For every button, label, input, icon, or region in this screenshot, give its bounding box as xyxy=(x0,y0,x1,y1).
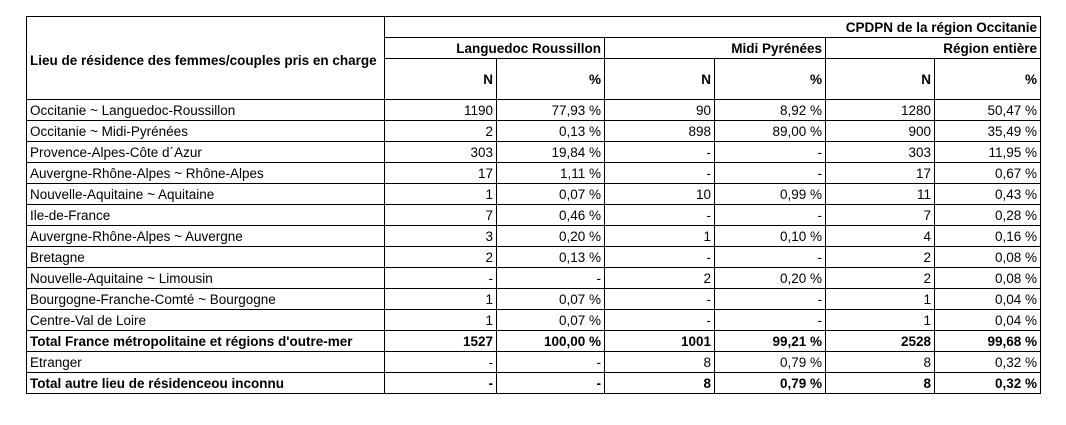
cell-lr-pct: 0,07 % xyxy=(497,310,605,331)
cell-lr-n: 2 xyxy=(385,121,497,142)
cell-lr-n: 1527 xyxy=(385,331,497,352)
cell-lr-n: 2 xyxy=(385,247,497,268)
group-header-lr: Languedoc Roussillon xyxy=(385,38,605,59)
table-row xyxy=(27,226,1041,247)
cell-lr-pct: 1,11 % xyxy=(497,163,605,184)
cell-lr-pct: 0,07 % xyxy=(497,289,605,310)
row-label: Bourgogne-Franche-Comté ~ Bourgogne xyxy=(27,289,385,310)
cell-re-pct: 99,68 % xyxy=(935,331,1041,352)
cell-re-pct: 50,47 % xyxy=(935,100,1041,121)
cell-re-n: 4 xyxy=(826,226,935,247)
cell-lr-n: - xyxy=(385,352,497,373)
cell-lr-pct: 0,46 % xyxy=(497,205,605,226)
table-row xyxy=(27,205,1041,226)
super-header: CPDPN de la région Occitanie xyxy=(385,17,1041,38)
cell-mp-n: 8 xyxy=(605,373,715,394)
residence-table xyxy=(26,16,1041,394)
cell-mp-n: 1 xyxy=(605,226,715,247)
cell-mp-pct: 0,20 % xyxy=(715,268,826,289)
cell-re-n: 8 xyxy=(826,373,935,394)
row-label: Bretagne xyxy=(27,247,385,268)
row-label: Occitanie ~ Languedoc-Roussillon xyxy=(27,100,385,121)
cell-mp-n: 10 xyxy=(605,184,715,205)
cell-re-n: 2 xyxy=(826,247,935,268)
table-row xyxy=(27,100,1041,121)
cell-re-pct: 11,95 % xyxy=(935,142,1041,163)
cell-re-n: 1280 xyxy=(826,100,935,121)
cell-re-pct: 0,04 % xyxy=(935,310,1041,331)
row-label: Centre-Val de Loire xyxy=(27,310,385,331)
cell-re-n: 900 xyxy=(826,121,935,142)
cell-mp-n: - xyxy=(605,142,715,163)
cell-re-pct: 0,16 % xyxy=(935,226,1041,247)
table-row xyxy=(27,310,1041,331)
cell-lr-pct: 0,13 % xyxy=(497,121,605,142)
col-header-mp-n: N xyxy=(605,59,715,100)
cell-re-pct: 0,67 % xyxy=(935,163,1041,184)
cell-lr-n: 1190 xyxy=(385,100,497,121)
col-header-re-n: N xyxy=(826,59,935,100)
cell-mp-n: 2 xyxy=(605,268,715,289)
table-row xyxy=(27,289,1041,310)
cell-re-n: 2528 xyxy=(826,331,935,352)
group-header-mp: Midi Pyrénées xyxy=(605,38,826,59)
cell-lr-n: 3 xyxy=(385,226,497,247)
table-row xyxy=(27,247,1041,268)
col-header-lr-n: N xyxy=(385,59,497,100)
cell-re-n: 8 xyxy=(826,352,935,373)
cell-re-n: 11 xyxy=(826,184,935,205)
row-label: Occitanie ~ Midi-Pyrénées xyxy=(27,121,385,142)
cell-re-pct: 0,43 % xyxy=(935,184,1041,205)
group-header-re: Région entière xyxy=(826,38,1041,59)
cell-lr-n: 1 xyxy=(385,289,497,310)
cell-lr-n: - xyxy=(385,373,497,394)
cell-re-pct: 0,04 % xyxy=(935,289,1041,310)
cell-mp-pct: - xyxy=(715,205,826,226)
row-label: Provence-Alpes-Côte d´Azur xyxy=(27,142,385,163)
cell-mp-pct: 0,10 % xyxy=(715,226,826,247)
cell-lr-pct: - xyxy=(497,352,605,373)
cell-re-pct: 35,49 % xyxy=(935,121,1041,142)
cell-lr-pct: 0,20 % xyxy=(497,226,605,247)
table-total-row xyxy=(27,373,1041,394)
row-label: Nouvelle-Aquitaine ~ Limousin xyxy=(27,268,385,289)
row-header: Lieu de résidence des femmes/couples pris en charge xyxy=(27,17,385,100)
cell-re-n: 17 xyxy=(826,163,935,184)
cell-re-pct: 0,08 % xyxy=(935,268,1041,289)
cell-lr-pct: 19,84 % xyxy=(497,142,605,163)
row-label: Ile-de-France xyxy=(27,205,385,226)
cell-mp-n: - xyxy=(605,205,715,226)
cell-mp-pct: 0,79 % xyxy=(715,352,826,373)
cell-mp-pct: - xyxy=(715,310,826,331)
cell-re-pct: 0,32 % xyxy=(935,352,1041,373)
cell-mp-n: - xyxy=(605,163,715,184)
cell-re-pct: 0,08 % xyxy=(935,247,1041,268)
cell-mp-n: - xyxy=(605,247,715,268)
cell-lr-pct: - xyxy=(497,373,605,394)
cell-lr-pct: - xyxy=(497,268,605,289)
cell-mp-n: 898 xyxy=(605,121,715,142)
table-row xyxy=(27,352,1041,373)
cell-mp-n: 90 xyxy=(605,100,715,121)
cell-re-n: 2 xyxy=(826,268,935,289)
cell-lr-n: 1 xyxy=(385,184,497,205)
cell-mp-pct: - xyxy=(715,163,826,184)
cell-lr-pct: 77,93 % xyxy=(497,100,605,121)
cell-lr-pct: 0,13 % xyxy=(497,247,605,268)
cell-re-pct: 0,28 % xyxy=(935,205,1041,226)
cell-mp-pct: - xyxy=(715,247,826,268)
cell-re-pct: 0,32 % xyxy=(935,373,1041,394)
cell-mp-pct: 99,21 % xyxy=(715,331,826,352)
cell-re-n: 7 xyxy=(826,205,935,226)
row-label: Auvergne-Rhône-Alpes ~ Rhône-Alpes xyxy=(27,163,385,184)
cell-lr-pct: 0,07 % xyxy=(497,184,605,205)
cell-re-n: 1 xyxy=(826,289,935,310)
row-label: Etranger xyxy=(27,352,385,373)
row-label: Total France métropolitaine et régions d'outre-mer xyxy=(27,331,385,352)
table-row xyxy=(27,142,1041,163)
cell-mp-pct: 0,99 % xyxy=(715,184,826,205)
cell-mp-pct: 89,00 % xyxy=(715,121,826,142)
cell-mp-n: 1001 xyxy=(605,331,715,352)
table-row xyxy=(27,268,1041,289)
col-header-lr-pct: % xyxy=(497,59,605,100)
cell-mp-pct: - xyxy=(715,289,826,310)
row-label: Total autre lieu de résidenceou inconnu xyxy=(27,373,385,394)
cell-lr-n: 1 xyxy=(385,310,497,331)
table-row xyxy=(27,184,1041,205)
cell-re-n: 1 xyxy=(826,310,935,331)
row-label: Nouvelle-Aquitaine ~ Aquitaine xyxy=(27,184,385,205)
cell-lr-n: 17 xyxy=(385,163,497,184)
cell-mp-pct: 0,79 % xyxy=(715,373,826,394)
cell-mp-n: - xyxy=(605,310,715,331)
table-row xyxy=(27,121,1041,142)
table-total-row xyxy=(27,331,1041,352)
cell-lr-n: - xyxy=(385,268,497,289)
cell-mp-pct: - xyxy=(715,142,826,163)
cell-lr-pct: 100,00 % xyxy=(497,331,605,352)
cell-lr-n: 7 xyxy=(385,205,497,226)
cell-mp-pct: 8,92 % xyxy=(715,100,826,121)
row-label: Auvergne-Rhône-Alpes ~ Auvergne xyxy=(27,226,385,247)
col-header-re-pct: % xyxy=(935,59,1041,100)
table-row xyxy=(27,163,1041,184)
col-header-mp-pct: % xyxy=(715,59,826,100)
cell-lr-n: 303 xyxy=(385,142,497,163)
cell-mp-n: 8 xyxy=(605,352,715,373)
cell-re-n: 303 xyxy=(826,142,935,163)
cell-mp-n: - xyxy=(605,289,715,310)
